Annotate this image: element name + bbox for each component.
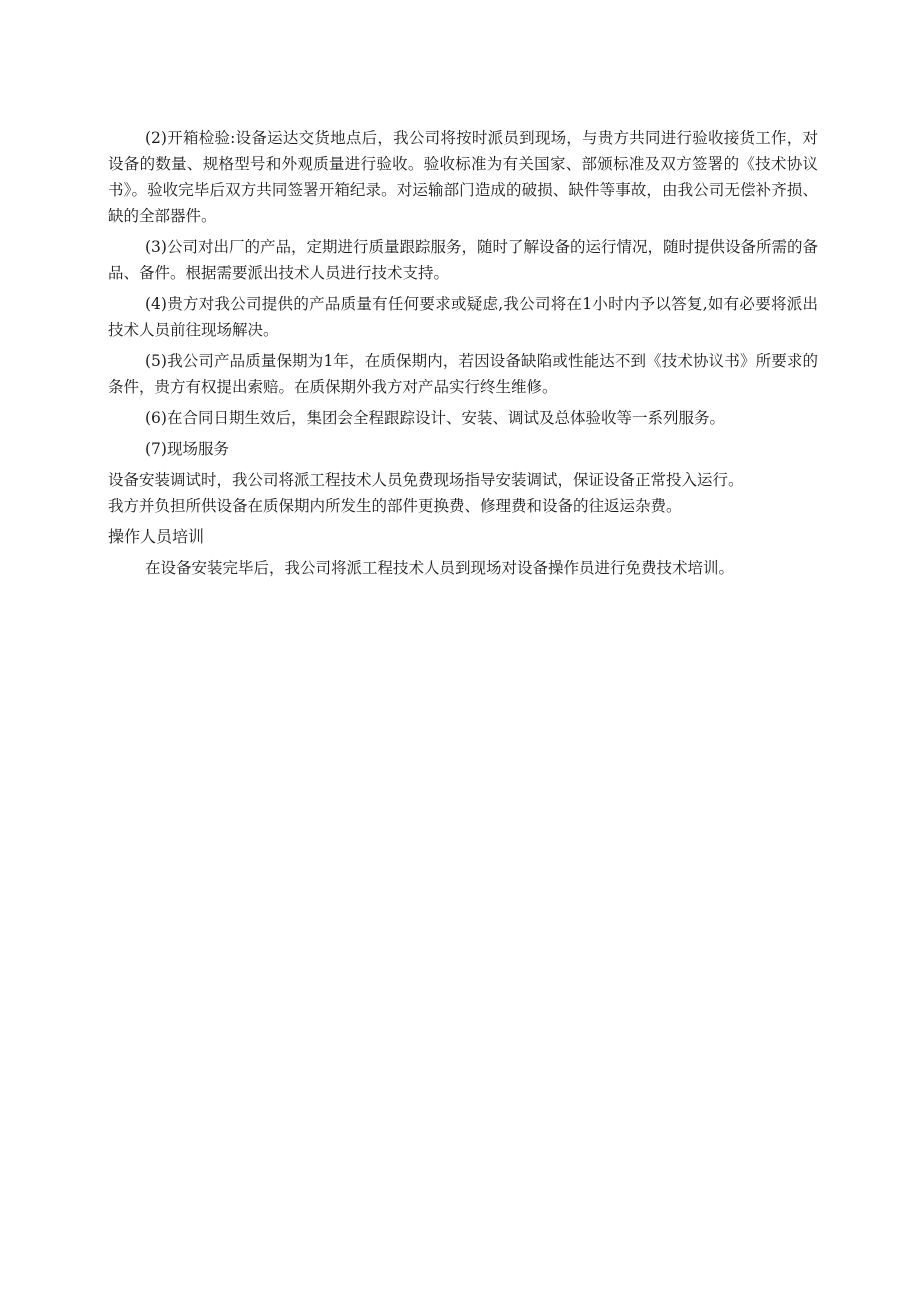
paragraph-onsite-service-body-1: 设备安装调试时，我公司将派工程技术人员免费现场指导安装调试，保证设备正常投入运行。: [108, 471, 744, 489]
section-heading-operator-training: 操作人员培训: [108, 527, 205, 546]
paragraph-full-tracking: (6)在合同日期生效后，集团会全程跟踪设计、安装、调试及总体验收等一系列服务。: [145, 409, 725, 427]
document-body: [108, 125, 818, 586]
paragraph-unpacking-inspection: (2)开箱检验:设备运达交货地点后，我公司将按时派员到现场，与贵方共同进行验收接货工作，对设备的数量、规格型号和外观质量进行验收。验收标准为有关国家、部颁标准及双方签署的《技术协议书》。验收完毕后双方共同签署开箱纪录。对运输部门造成的破损、缺件等事故，由我公司无偿补齐损、缺的全部器件。: [108, 129, 818, 225]
paragraph-quality-tracking: (3)公司对出厂的产品，定期进行质量跟踪服务，随时了解设备的运行情况，随时提供设备所需的备品、备件。根据需要派出技术人员进行技术支持。: [108, 238, 818, 282]
paragraph-warranty: (5)我公司产品质量保期为1年，在质保期内，若因设备缺陷或性能达不到《技术协议书》所要求的条件，贵方有权提出索赔。在质保期外我方对产品实行终生维修。: [108, 352, 818, 396]
paragraph-onsite-service-body-2: 我方并负担所供设备在质保期内所发生的部件更换费、修理费和设备的往返运杂费。: [108, 497, 682, 515]
paragraph-operator-training: 在设备安装完毕后，我公司将派工程技术人员到现场对设备操作员进行免费技术培训。: [145, 559, 735, 577]
paragraph-response-time: (4)贵方对我公司提供的产品质量有任何要求或疑虑,我公司将在1小时内予以答复,如有必要将派出技术人员前往现场解决。: [108, 295, 818, 339]
paragraph-onsite-service-title: (7)现场服务: [145, 440, 229, 458]
